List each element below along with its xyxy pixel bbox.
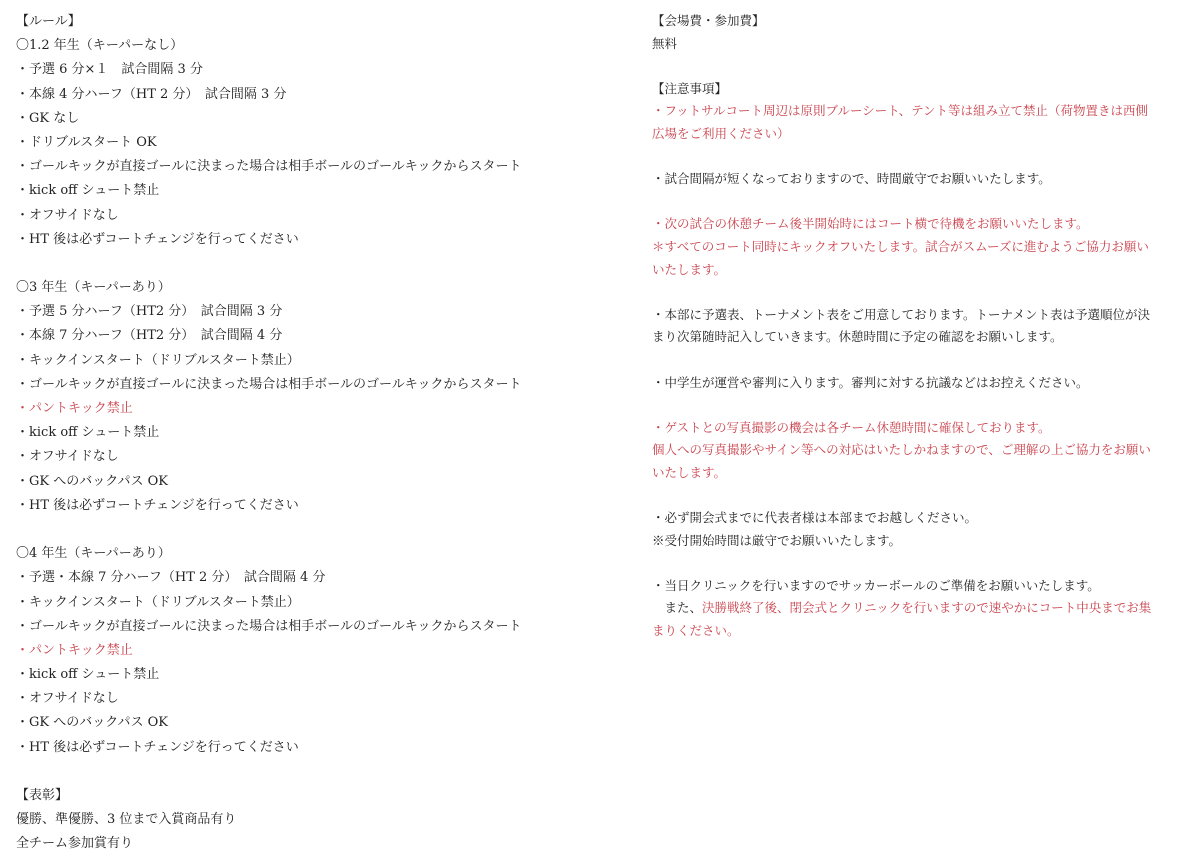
spacer bbox=[16, 518, 606, 542]
rules-column bbox=[16, 10, 606, 857]
notes-header: 【注意事項】 bbox=[652, 80, 728, 96]
grade12-rule: ・HT 後は必ずコートチェンジを行ってください bbox=[16, 231, 299, 247]
spacer bbox=[652, 552, 1172, 575]
fees-header: 【会場費・参加費】 bbox=[652, 13, 765, 28]
grade4-rule: ・GK へのバックパス OK bbox=[16, 715, 168, 731]
note-reception: ※受付開始時間は厳守でお願いいたします。 bbox=[652, 532, 902, 548]
awards-header: 【表彰】 bbox=[16, 788, 69, 803]
spacer bbox=[652, 281, 1172, 304]
grade12-title: 〇1.2 年生（キーパーなし） bbox=[16, 38, 184, 54]
spacer bbox=[652, 484, 1172, 507]
awards-line: 優勝、準優勝、3 位まで入賞商品有り bbox=[16, 812, 237, 828]
note-punctuality: ・試合間隔が短くなっておりますので、時間厳守でお願いいたします。 bbox=[652, 171, 1051, 187]
note-court-rule: 広場をご利用ください） bbox=[652, 125, 790, 141]
grade12-rule: ・オフサイドなし bbox=[16, 207, 119, 223]
spacer bbox=[652, 191, 1172, 214]
note-standby: ＊すべてのコート同時にキックオフいたします。試合がスムーズに進むようご協力お願い bbox=[652, 238, 1149, 254]
grade3-rule: ・HT 後は必ずコートチェンジを行ってください bbox=[16, 497, 299, 513]
note-clinic: ・当日クリニックを行いますのでサッカーボールのご準備をお願いいたします。 bbox=[652, 577, 1100, 593]
note-court-rule: ・フットサルコート周辺は原則ブルーシート、テント等は組み立て禁止（荷物置きは西側 bbox=[652, 103, 1149, 119]
spacer bbox=[652, 349, 1172, 372]
grade4-rule: ・kick off シュート禁止 bbox=[16, 667, 160, 683]
grade12-rule: ・ゴールキックが直接ゴールに決まった場合は相手ボールのゴールキックからスタート bbox=[16, 159, 522, 175]
grade12-rule: ・本線 4 分ハーフ（HT 2 分） 試合間隔 3 分 bbox=[16, 86, 287, 102]
rules-header: 【ルール】 bbox=[16, 14, 81, 29]
grade4-rule: ・ゴールキックが直接ゴールに決まった場合は相手ボールのゴールキックからスタート bbox=[16, 618, 522, 634]
note-standby: ・次の試合の休憩チーム後半開始時にはコート横で待機をお願いいたします。 bbox=[652, 216, 1089, 232]
grade4-rule: ・予選・本線 7 分ハーフ（HT 2 分） 試合間隔 4 分 bbox=[16, 570, 326, 586]
awards-line: 全チーム参加賞有り bbox=[16, 836, 134, 852]
note-tournament-table: まり次第随時記入していきます。休憩時間に予定の確認をお願いします。 bbox=[652, 329, 1063, 345]
note-opening-ceremony: ・必ず開会式までに代表者様は本部までお越しください。 bbox=[652, 510, 978, 526]
grade3-rule: ・kick off シュート禁止 bbox=[16, 425, 160, 441]
grade3-rule: ・ゴールキックが直接ゴールに決まった場合は相手ボールのゴールキックからスタート bbox=[16, 376, 522, 392]
grade3-rule-highlight: ・パントキック禁止 bbox=[16, 401, 133, 416]
note-photos: いたします。 bbox=[652, 464, 727, 480]
spacer bbox=[652, 146, 1172, 169]
note-clinic-highlight: 決勝戦終了後、閉会式とクリニックを行いますので速やかにコート中央までお集 bbox=[702, 600, 1152, 616]
info-column bbox=[652, 10, 1172, 643]
grade4-title: 〇4 年生（キーパーあり） bbox=[16, 546, 171, 562]
note-photos: ・ゲストとの写真撮影の機会は各チーム休憩時間に確保しております。 bbox=[652, 419, 1051, 435]
grade12-rule: ・ドリブルスタート OK bbox=[16, 134, 157, 150]
grade4-rule: ・キックインスタート（ドリブルスタート禁止） bbox=[16, 594, 300, 610]
grade12-rule: ・GK なし bbox=[16, 110, 80, 126]
grade3-rule: ・GK へのバックパス OK bbox=[16, 473, 168, 489]
grade3-rule: ・予選 5 分ハーフ（HT2 分） 試合間隔 3 分 bbox=[16, 304, 283, 320]
spacer bbox=[652, 55, 1172, 78]
note-clinic bbox=[652, 597, 1172, 620]
grade4-rule: ・オフサイドなし bbox=[16, 691, 119, 707]
note-standby: いたします。 bbox=[652, 261, 727, 277]
grade3-title: 〇3 年生（キーパーあり） bbox=[16, 280, 171, 296]
grade3-rule: ・本線 7 分ハーフ（HT2 分） 試合間隔 4 分 bbox=[16, 328, 283, 344]
spacer bbox=[16, 760, 606, 784]
note-tournament-table: ・本部に予選表、トーナメント表をご用意しております。トーナメント表は予選順位が決 bbox=[652, 306, 1151, 322]
note-clinic-highlight: まりください。 bbox=[652, 623, 740, 639]
fees-value: 無料 bbox=[652, 35, 678, 51]
note-referees: ・中学生が運営や審判に入ります。審判に対する抗議などはお控えください。 bbox=[652, 374, 1089, 390]
grade4-rule: ・HT 後は必ずコートチェンジを行ってください bbox=[16, 739, 299, 755]
grade3-rule: ・キックインスタート（ドリブルスタート禁止） bbox=[16, 352, 300, 368]
grade4-rule-highlight: ・パントキック禁止 bbox=[16, 642, 133, 658]
note-clinic-prefix: また、 bbox=[652, 600, 703, 616]
spacer bbox=[16, 252, 606, 276]
grade12-rule: ・予選 6 分×１ 試合間隔 3 分 bbox=[16, 62, 203, 78]
spacer bbox=[652, 394, 1172, 417]
note-photos: 個人への写真撮影やサイン等への対応はいたしかねますので、ご理解の上ご協力をお願い bbox=[652, 442, 1151, 458]
grade3-rule: ・オフサイドなし bbox=[16, 449, 119, 465]
grade12-rule: ・kick off シュート禁止 bbox=[16, 183, 160, 199]
